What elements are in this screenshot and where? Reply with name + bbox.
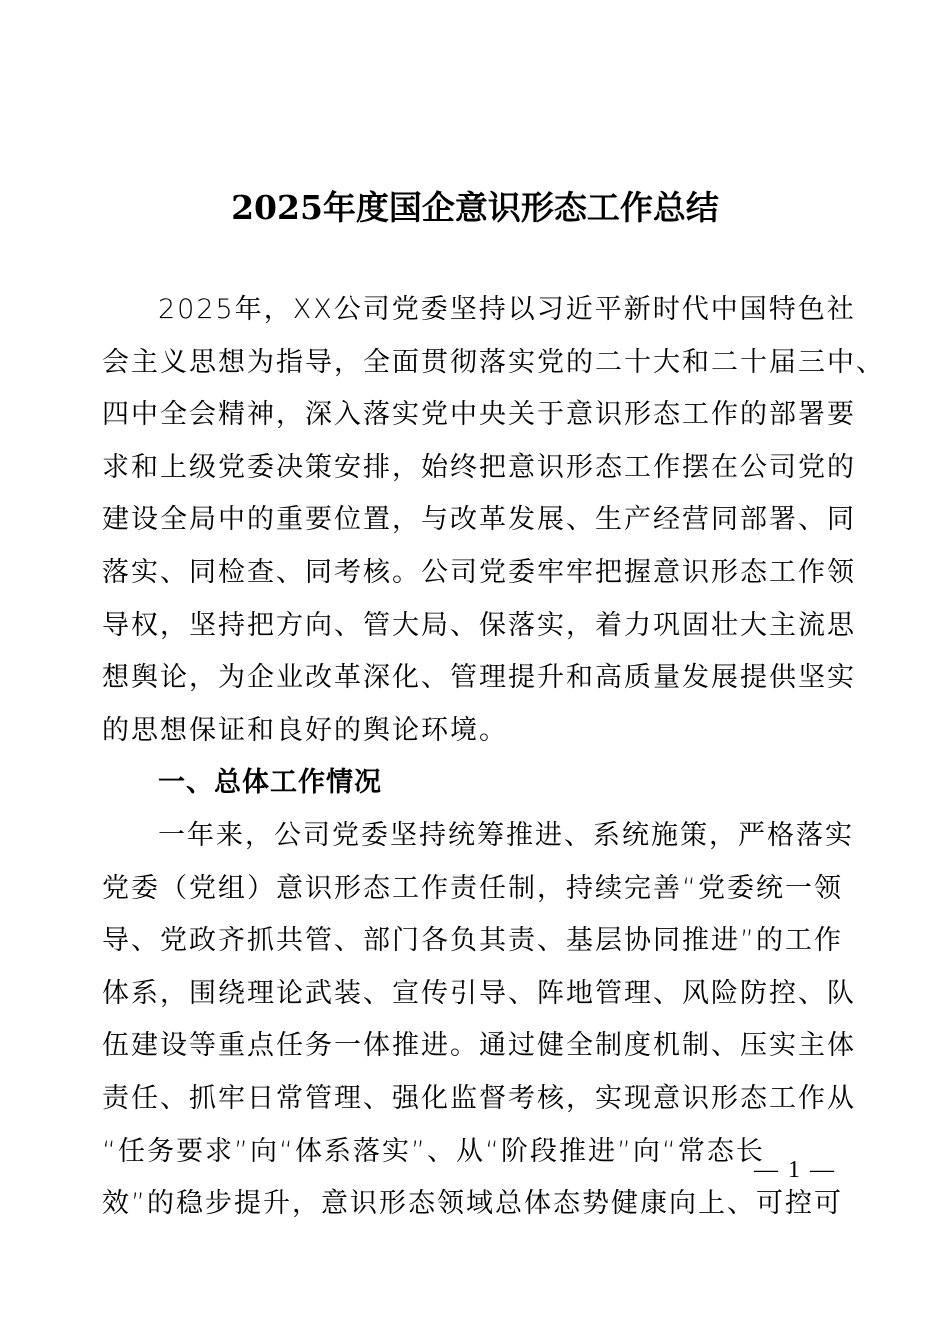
paragraph-1-line-6: 落实、同检查、同考核。公司党委牢牢把握意识形态工作领 — [102, 556, 856, 588]
page-number: — 1 — — [754, 1157, 836, 1183]
paragraph-1-line-1: 2025年，XX公司党委坚持以习近平新时代中国特色社 — [158, 294, 856, 325]
paragraph-2-line-3: 导、党政齐抓共管、部门各负其责、基层协同推进”的工作 — [102, 925, 843, 957]
paragraph-2-line-7: “任务要求”向“体系落实”、从“阶段推进”向“常态长 — [102, 1135, 765, 1167]
document-title: 2025年度国企意识形态工作总结 — [231, 188, 719, 227]
paragraph-1-line-2: 会主义思想为指导，全面贯彻落实党的二十大和二十届三中、 — [102, 346, 885, 378]
paragraph-1-line-9: 的思想保证和良好的舆论环境。 — [102, 714, 508, 746]
section-heading-1: 一、总体工作情况 — [158, 767, 382, 799]
document-body — [102, 287, 885, 1234]
paragraph-2-line-2: 党委（党组）意识形态工作责任制，持续完善“党委统一领 — [102, 872, 843, 904]
paragraph-2-line-1: 一年来，公司党委坚持统筹推进、系统施策，严格落实 — [158, 819, 854, 851]
paragraph-2-line-8: 效”的稳步提升，意识形态领域总体态势健康向上、可控可 — [102, 1188, 843, 1220]
paragraph-2-line-4: 体系，围绕理论武装、宣传引导、阵地管理、风险防控、队 — [102, 977, 856, 1009]
paragraph-2-line-6: 责任、抓牢日常管理、强化监督考核，实现意识形态工作从 — [102, 1082, 856, 1114]
paragraph-1-line-8: 想舆论，为企业改革深化、管理提升和高质量发展提供坚实 — [102, 662, 856, 694]
paragraph-1-line-4: 求和上级党委决策安排，始终把意识形态工作摆在公司党的 — [102, 451, 856, 483]
paragraph-1-line-3: 四中全会精神，深入落实党中央关于意识形态工作的部署要 — [102, 399, 856, 431]
paragraph-2-line-5: 伍建设等重点任务一体推进。通过健全制度机制、压实主体 — [102, 1030, 856, 1062]
paragraph-1-line-7: 导权，坚持把方向、管大局、保落实，着力巩固壮大主流思 — [102, 609, 856, 641]
paragraph-1-line-5: 建设全局中的重要位置，与改革发展、生产经营同部署、同 — [102, 504, 856, 536]
